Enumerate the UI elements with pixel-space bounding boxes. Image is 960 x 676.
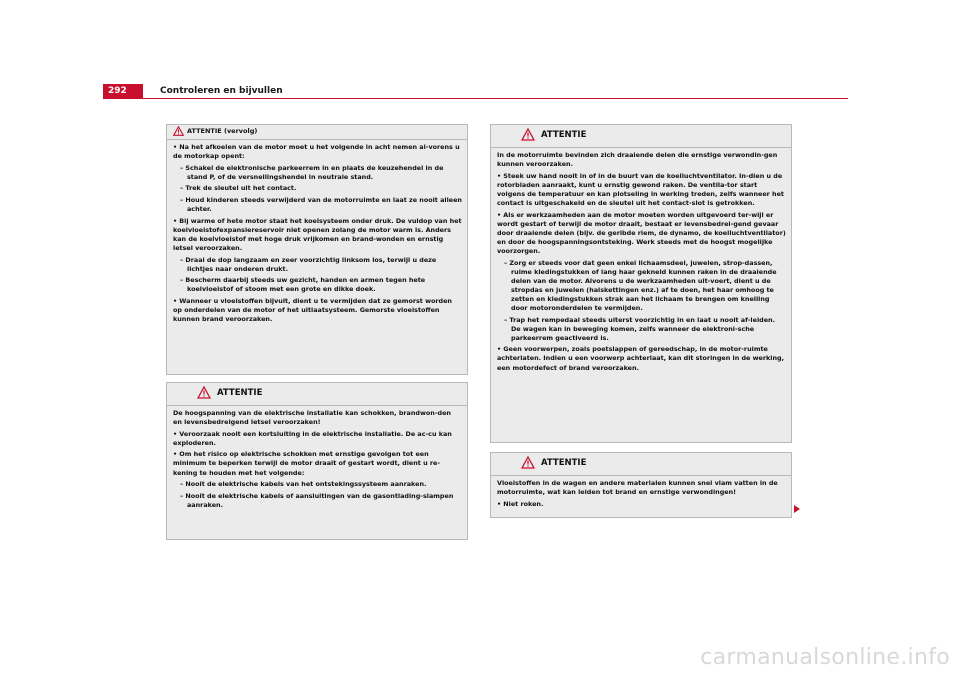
sub-item: – Schakel de elektronische parkeerrem in en plaats de keuzehendel in de stand P, of de versnellingshendel in neutrale stand. xyxy=(180,163,444,181)
page-header xyxy=(103,84,848,99)
paragraph: De hoogspanning van de elektrische installatie kan schokken, brandwon-den en levensbedreigend letsel veroorzaken! xyxy=(173,409,451,427)
warning-box-moving-parts xyxy=(490,124,792,443)
paragraph: Vloeistoffen in de wagen en andere materialen kunnen snel vlam vatten in de motorruimte, wat kan leiden tot brand en ernstige verwondingen! xyxy=(497,479,778,497)
warning-triangle-icon xyxy=(173,126,184,136)
page-number: 292 xyxy=(103,84,143,98)
warning-box-fire xyxy=(490,452,792,518)
sub-item: – Houd kinderen steeds verwijderd van de motorruimte en laat ze nooit alleen achter. xyxy=(180,195,462,214)
warning-box-body xyxy=(167,406,467,515)
paragraph: • Wanneer u vloeistoffen bijvult, dient u te vermijden dat ze gemorst worden op onderdelen van de motor of het uitlaatsysteem. Gemorste vloeistoffen kunnen brand veroorzaken. xyxy=(173,296,452,324)
paragraph: In de motorruimte bevinden zich draaiende delen die ernstige verwondin-gen kunnen veroorzaken. xyxy=(497,151,778,169)
paragraph: • Veroorzaak nooit een kortsluiting in de elektrische installatie. De ac-cu kan exploderen. xyxy=(173,429,452,447)
warning-box-header xyxy=(491,453,791,476)
watermark: carmanualsonline.info xyxy=(700,645,950,670)
warning-triangle-icon xyxy=(521,456,535,469)
warning-box-body xyxy=(491,148,791,378)
warning-box-body xyxy=(491,476,791,514)
warning-box-header xyxy=(167,125,467,140)
sub-item: – Bescherm daarbij steeds uw gezicht, handen en armen tegen hete koelvloeistof of stoom met een grote en dikke doek. xyxy=(180,276,426,294)
sub-item: – Trek de sleutel uit het contact. xyxy=(180,184,297,193)
paragraph: • Niet roken. xyxy=(497,499,544,508)
sub-item: – Nooit de elektrische kabels of aansluitingen van de gasontlading-slampen aanraken. xyxy=(180,491,454,509)
sub-item: – Zorg er steeds voor dat geen enkel lichaamsdeel, juwelen, strop-dassen, ruime kledingstukken of lang haar gekneld kunnen raken in de draaiende delen van de motor. Alvorens u de werkzaamheden uit-voert, dient u de stropdas en juwelen (halskettingen enz.) af te doen, het haar omhoog te zetten en kledingstukken strak aan het lichaam te brengen om knelling door motoronderdelen te vermijden. xyxy=(504,258,777,312)
warning-box-title: ATTENTIE xyxy=(541,458,587,468)
warning-box-title: ATTENTIE (vervolg) xyxy=(187,127,258,135)
sub-item: – Nooit de elektrische kabels van het ontstekingssysteem aanraken. xyxy=(180,480,427,489)
warning-triangle-icon xyxy=(521,128,535,141)
warning-box-header xyxy=(167,383,467,406)
warning-box-title: ATTENTIE xyxy=(541,130,587,140)
paragraph: • Na het afkoelen van de motor moet u het volgende in acht nemen al-vorens u de motorkap opent: xyxy=(173,143,460,161)
warning-box-continued xyxy=(166,124,468,375)
paragraph: • Steek uw hand nooit in of in de buurt van de koelluchtventilator. In-dien u de rotorbladen aanraakt, kunt u ernstig gewond raken. De ventila-tor start volgens de temperatuur en kan plotseling in werking treden, zelfs wanneer het contact is uitgeschakeld en de sleutel uit het contact-slot is getrokken. xyxy=(497,171,784,207)
warning-triangle-icon xyxy=(197,386,211,399)
page-title: Controleren en bijvullen xyxy=(160,86,283,96)
paragraph: • Bij warme of hete motor staat het koelsysteem onder druk. De vuldop van het koelvloeistofexpansiereservoir niet openen zolang de motor warm is. Anders kan de koelvloeistof met hoge druk vrijkomen en brand-wonden en ernstig letsel veroorzaken. xyxy=(173,216,462,252)
paragraph: • Als er werkzaamheden aan de motor moeten worden uitgevoerd ter-wijl er wordt gestart of terwijl de motor draait, bestaat er levensbedrei-gend gevaar door draaiende delen (bijv. de geribde riem, de dynamo, de koelluchtventilator) en door de hoogspanningsontsteking. Werk steeds met de hoogst mogelijke voorzorgen. xyxy=(497,210,786,255)
warning-box-body xyxy=(167,140,467,330)
paragraph: • Geen voorwerpen, zoals poetslappen of gereedschap, in de motor-ruimte achterlaten. Indien u een voorwerp achterlaat, kan dit storingen in de werking, een motordefect of brand veroorzaken. xyxy=(497,345,784,372)
warning-box-title: ATTENTIE xyxy=(217,388,263,398)
continue-arrow-icon xyxy=(794,505,800,513)
warning-box-high-voltage xyxy=(166,382,468,540)
sub-item: – Draai de dop langzaam en zeer voorzichtig linksom los, terwijl u deze lichtjes naar onderen drukt. xyxy=(180,255,437,273)
warning-box-header xyxy=(491,125,791,148)
paragraph: • Om het risico op elektrische schokken met ernstige gevolgen tot een minimum te beperken terwijl de motor draait of gestart wordt, dient u re-kening te houden met het volgende: xyxy=(173,450,440,477)
sub-item: – Trap het rempedaal steeds uiterst voorzichtig in en laat u nooit af-leiden. De wagen kan in beweging komen, zelfs wanneer de elektroni-sche parkeerrem geactiveerd is. xyxy=(504,315,776,342)
